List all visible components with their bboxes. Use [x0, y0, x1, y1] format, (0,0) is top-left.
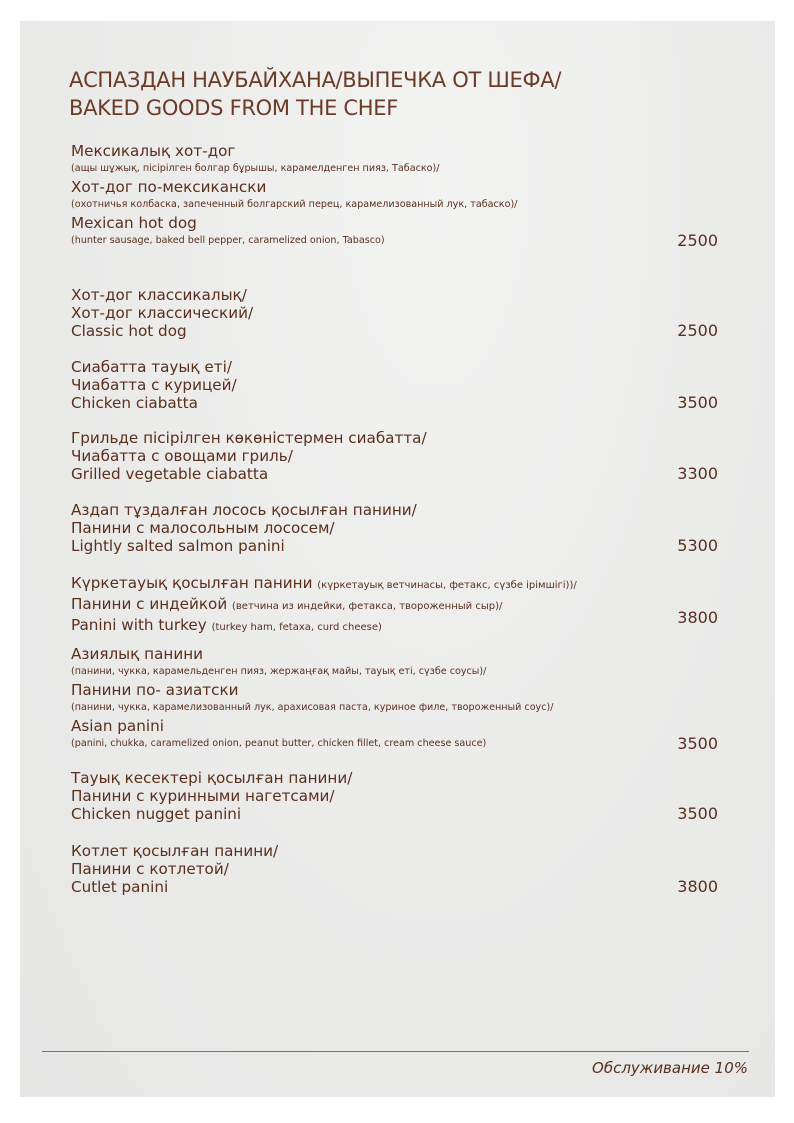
item-name-ru: Чиабатта с курицей/ — [71, 376, 237, 394]
item-name-ru: Панини по- азиатски — [71, 681, 239, 699]
item-price: 2500 — [677, 231, 718, 250]
item-desc-en: (panini, chukka, caramelized onion, peanut butter, chicken fillet, cream cheese sauce) — [71, 738, 487, 749]
item-desc-ru: (ветчина из индейки, фетакса, твороженный сыр)/ — [232, 601, 503, 612]
item-name-ru: Хот-дог классический/ — [71, 304, 254, 322]
item-desc-en: (turkey ham, fetaxa, curd cheese) — [211, 622, 382, 633]
page-title — [69, 66, 561, 122]
item-name-en: Chicken nugget panini — [71, 805, 242, 823]
item-price: 3800 — [677, 877, 718, 896]
item-name-en: Panini with turkey — [71, 616, 207, 634]
item-name-en: Chicken ciabatta — [71, 394, 198, 412]
item-name-en: Cutlet panini — [71, 878, 169, 896]
item-line-en — [71, 616, 731, 637]
item-desc-kz: (күркетауық ветчинасы, фетакс, сүзбе ірімшігі))/ — [317, 580, 577, 591]
item-line-kz — [71, 574, 731, 595]
item-price: 3500 — [677, 734, 718, 753]
menu-item-turkey-panini — [71, 574, 731, 637]
item-desc-ru: (панини, чукка, карамелизованный лук, арахисовая паста, куриное филе, твороженный соус)/ — [71, 702, 554, 713]
service-charge-note: Обслуживание 10% — [592, 1059, 748, 1077]
item-price: 3500 — [677, 393, 718, 412]
title-line-2: BAKED GOODS FROM THE CHEF — [69, 96, 399, 120]
menu-item-grilled-vegetable-ciabatta — [71, 429, 731, 483]
item-name-kz: Хот-дог классикалық/ — [71, 286, 247, 304]
item-name-en: Asian panini — [71, 717, 164, 735]
menu-item-mexican-hot-dog — [71, 142, 731, 250]
item-name-ru: Хот-дог по-мексикански — [71, 178, 267, 196]
menu-item-classic-hot-dog — [71, 286, 731, 340]
item-name-kz: Грильде пісірілген көкөністермен сиабатта/ — [71, 429, 427, 447]
menu-item-chicken-ciabatta — [71, 358, 731, 412]
item-desc-en: (hunter sausage, baked bell pepper, caramelized onion, Tabasco) — [71, 235, 385, 246]
title-line-1: АСПАЗДАН НАУБАЙХАНА/ВЫПЕЧКА ОТ ШЕФА/ — [69, 68, 562, 92]
item-name-en: Lightly salted salmon panini — [71, 537, 285, 555]
item-name-en: Classic hot dog — [71, 322, 187, 340]
item-desc-kz: (ащы шұжық, пісірілген болгар бұрышы, карамелденген пияз, Табаско)/ — [71, 163, 440, 174]
item-desc-ru: (охотничья колбаска, запеченный болгарский перец, карамелизованный лук, табаско)/ — [71, 199, 518, 210]
item-name-en: Mexican hot dog — [71, 214, 197, 232]
item-name-ru: Панини с куринными нагетсами/ — [71, 787, 335, 805]
item-name-kz: Мексикалық хот-дог — [71, 142, 236, 160]
item-name-kz: Котлет қосылған панини/ — [71, 842, 279, 860]
item-name-ru: Панини с котлетой/ — [71, 860, 229, 878]
item-name-kz: Сиабатта тауық еті/ — [71, 358, 232, 376]
item-name-ru: Чиабатта с овощами гриль/ — [71, 447, 293, 465]
item-price: 5300 — [677, 536, 718, 555]
item-name-kz: Аздап тұздалған лосось қосылған панини/ — [71, 501, 417, 519]
item-name-kz: Азиялық панини — [71, 645, 204, 663]
item-price: 3800 — [677, 608, 718, 627]
item-name-en: Grilled vegetable ciabatta — [71, 465, 269, 483]
item-name-kz: Күркетауық қосылған панини — [71, 574, 313, 592]
item-desc-kz: (панини, чукка, карамельденген пияз, жержаңғақ майы, тауық еті, сүзбе соусы)/ — [71, 666, 487, 677]
item-line-ru — [71, 595, 731, 616]
menu-item-salmon-panini — [71, 501, 731, 555]
menu-item-asian-panini — [71, 645, 731, 753]
menu-item-cutlet-panini — [71, 842, 731, 896]
item-name-ru: Панини с индейкой — [71, 595, 228, 613]
item-name-ru: Панини с малосольным лососем/ — [71, 519, 335, 537]
item-price: 3300 — [677, 464, 718, 483]
item-price: 3500 — [677, 804, 718, 823]
item-name-kz: Тауық кесектері қосылған панини/ — [71, 769, 353, 787]
item-price: 2500 — [677, 321, 718, 340]
menu-item-chicken-nugget-panini — [71, 769, 731, 823]
footer-divider — [42, 1051, 749, 1052]
